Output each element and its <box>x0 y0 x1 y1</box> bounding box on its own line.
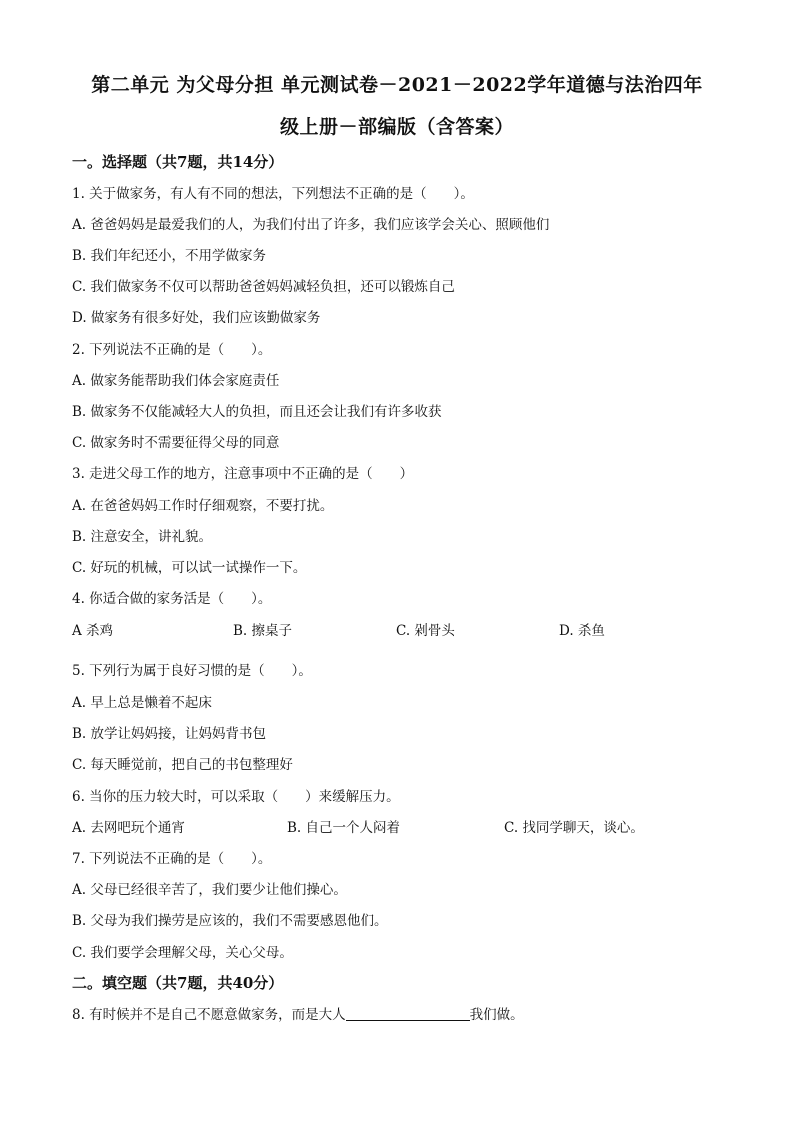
q3-stem: 3. 走进父母工作的地方，注意事项中不正确的是（ ） <box>72 466 414 482</box>
q8-stem <box>72 1003 524 1023</box>
q2-option-b: B. 做家务不仅能减轻大人的负担，而且还会让我们有许多收获 <box>72 404 442 420</box>
section-heading-fill: 二。填空题（共7题，共40分） <box>72 974 284 992</box>
q6-options-row <box>72 816 722 836</box>
q5-option-c: C. 每天睡觉前，把自己的书包整理好 <box>72 757 293 773</box>
q6-option-b: B. 自己一个人闷着 <box>287 820 401 836</box>
q4-option-b: B. 擦桌子 <box>233 623 293 639</box>
section-heading-choice: 一。选择题（共7题，共14分） <box>72 153 284 171</box>
q4-stem: 4. 你适合做的家务活是（ ）。 <box>72 591 272 607</box>
q7-option-c: C. 我们要学会理解父母，关心父母。 <box>72 945 293 961</box>
q1-option-d: D. 做家务有很多好处，我们应该勤做家务 <box>72 310 321 326</box>
q1-option-c: C. 我们做家务不仅可以帮助爸爸妈妈减轻负担，还可以锻炼自己 <box>72 279 455 295</box>
q4-option-d: D. 杀鱼 <box>559 623 605 639</box>
q3-option-a: A. 在爸爸妈妈工作时仔细观察，不要打扰。 <box>72 498 334 514</box>
doc-title-line-1: 第二单元 为父母分担 单元测试卷－2021－2022学年道德与法治四年 <box>91 74 703 96</box>
q7-option-a: A. 父母已经很辛苦了，我们要少让他们操心。 <box>72 882 347 898</box>
q2-option-a: A. 做家务能帮助我们体会家庭责任 <box>72 373 280 389</box>
q5-stem: 5. 下列行为属于良好习惯的是（ ）。 <box>72 663 312 679</box>
q5-option-a: A. 早上总是懒着不起床 <box>72 695 212 711</box>
q7-stem: 7. 下列说法不正确的是（ ）。 <box>72 851 272 867</box>
q7-option-b: B. 父母为我们操劳是应该的，我们不需要感恩他们。 <box>72 913 388 929</box>
q2-stem: 2. 下列说法不正确的是（ ）。 <box>72 342 272 358</box>
q4-option-a: A 杀鸡 <box>72 623 114 639</box>
q8-text-after: 我们做。 <box>469 1007 524 1023</box>
doc-title-line-2: 级上册－部编版（含答案） <box>279 116 514 138</box>
q1-option-a: A. 爸爸妈妈是最爱我们的人，为我们付出了许多，我们应该学会关心、照顾他们 <box>72 217 550 233</box>
q3-option-c: C. 好玩的机械，可以试一试操作一下。 <box>72 560 307 576</box>
q6-option-a: A. 去网吧玩个通宵 <box>72 820 185 836</box>
q1-stem: 1. 关于做家务，有人有不同的想法，下列想法不正确的是（ ）。 <box>72 186 474 202</box>
q8-text-before: 8. 有时候并不是自己不愿意做家务，而是大人 <box>72 1007 346 1023</box>
q6-stem: 6. 当你的压力较大时，可以采取（ ）来缓解压力。 <box>72 789 400 805</box>
q3-option-b: B. 注意安全，讲礼貌。 <box>72 529 213 545</box>
q6-option-c: C. 找同学聊天，谈心。 <box>504 820 644 836</box>
q8-blank <box>346 1006 470 1021</box>
q5-option-b: B. 放学让妈妈接，让妈妈背书包 <box>72 726 267 742</box>
q4-option-c: C. 剁骨头 <box>396 623 455 639</box>
q4-options-row <box>72 619 722 639</box>
q2-option-c: C. 做家务时不需要征得父母的同意 <box>72 435 280 451</box>
q1-option-b: B. 我们年纪还小，不用学做家务 <box>72 248 267 264</box>
